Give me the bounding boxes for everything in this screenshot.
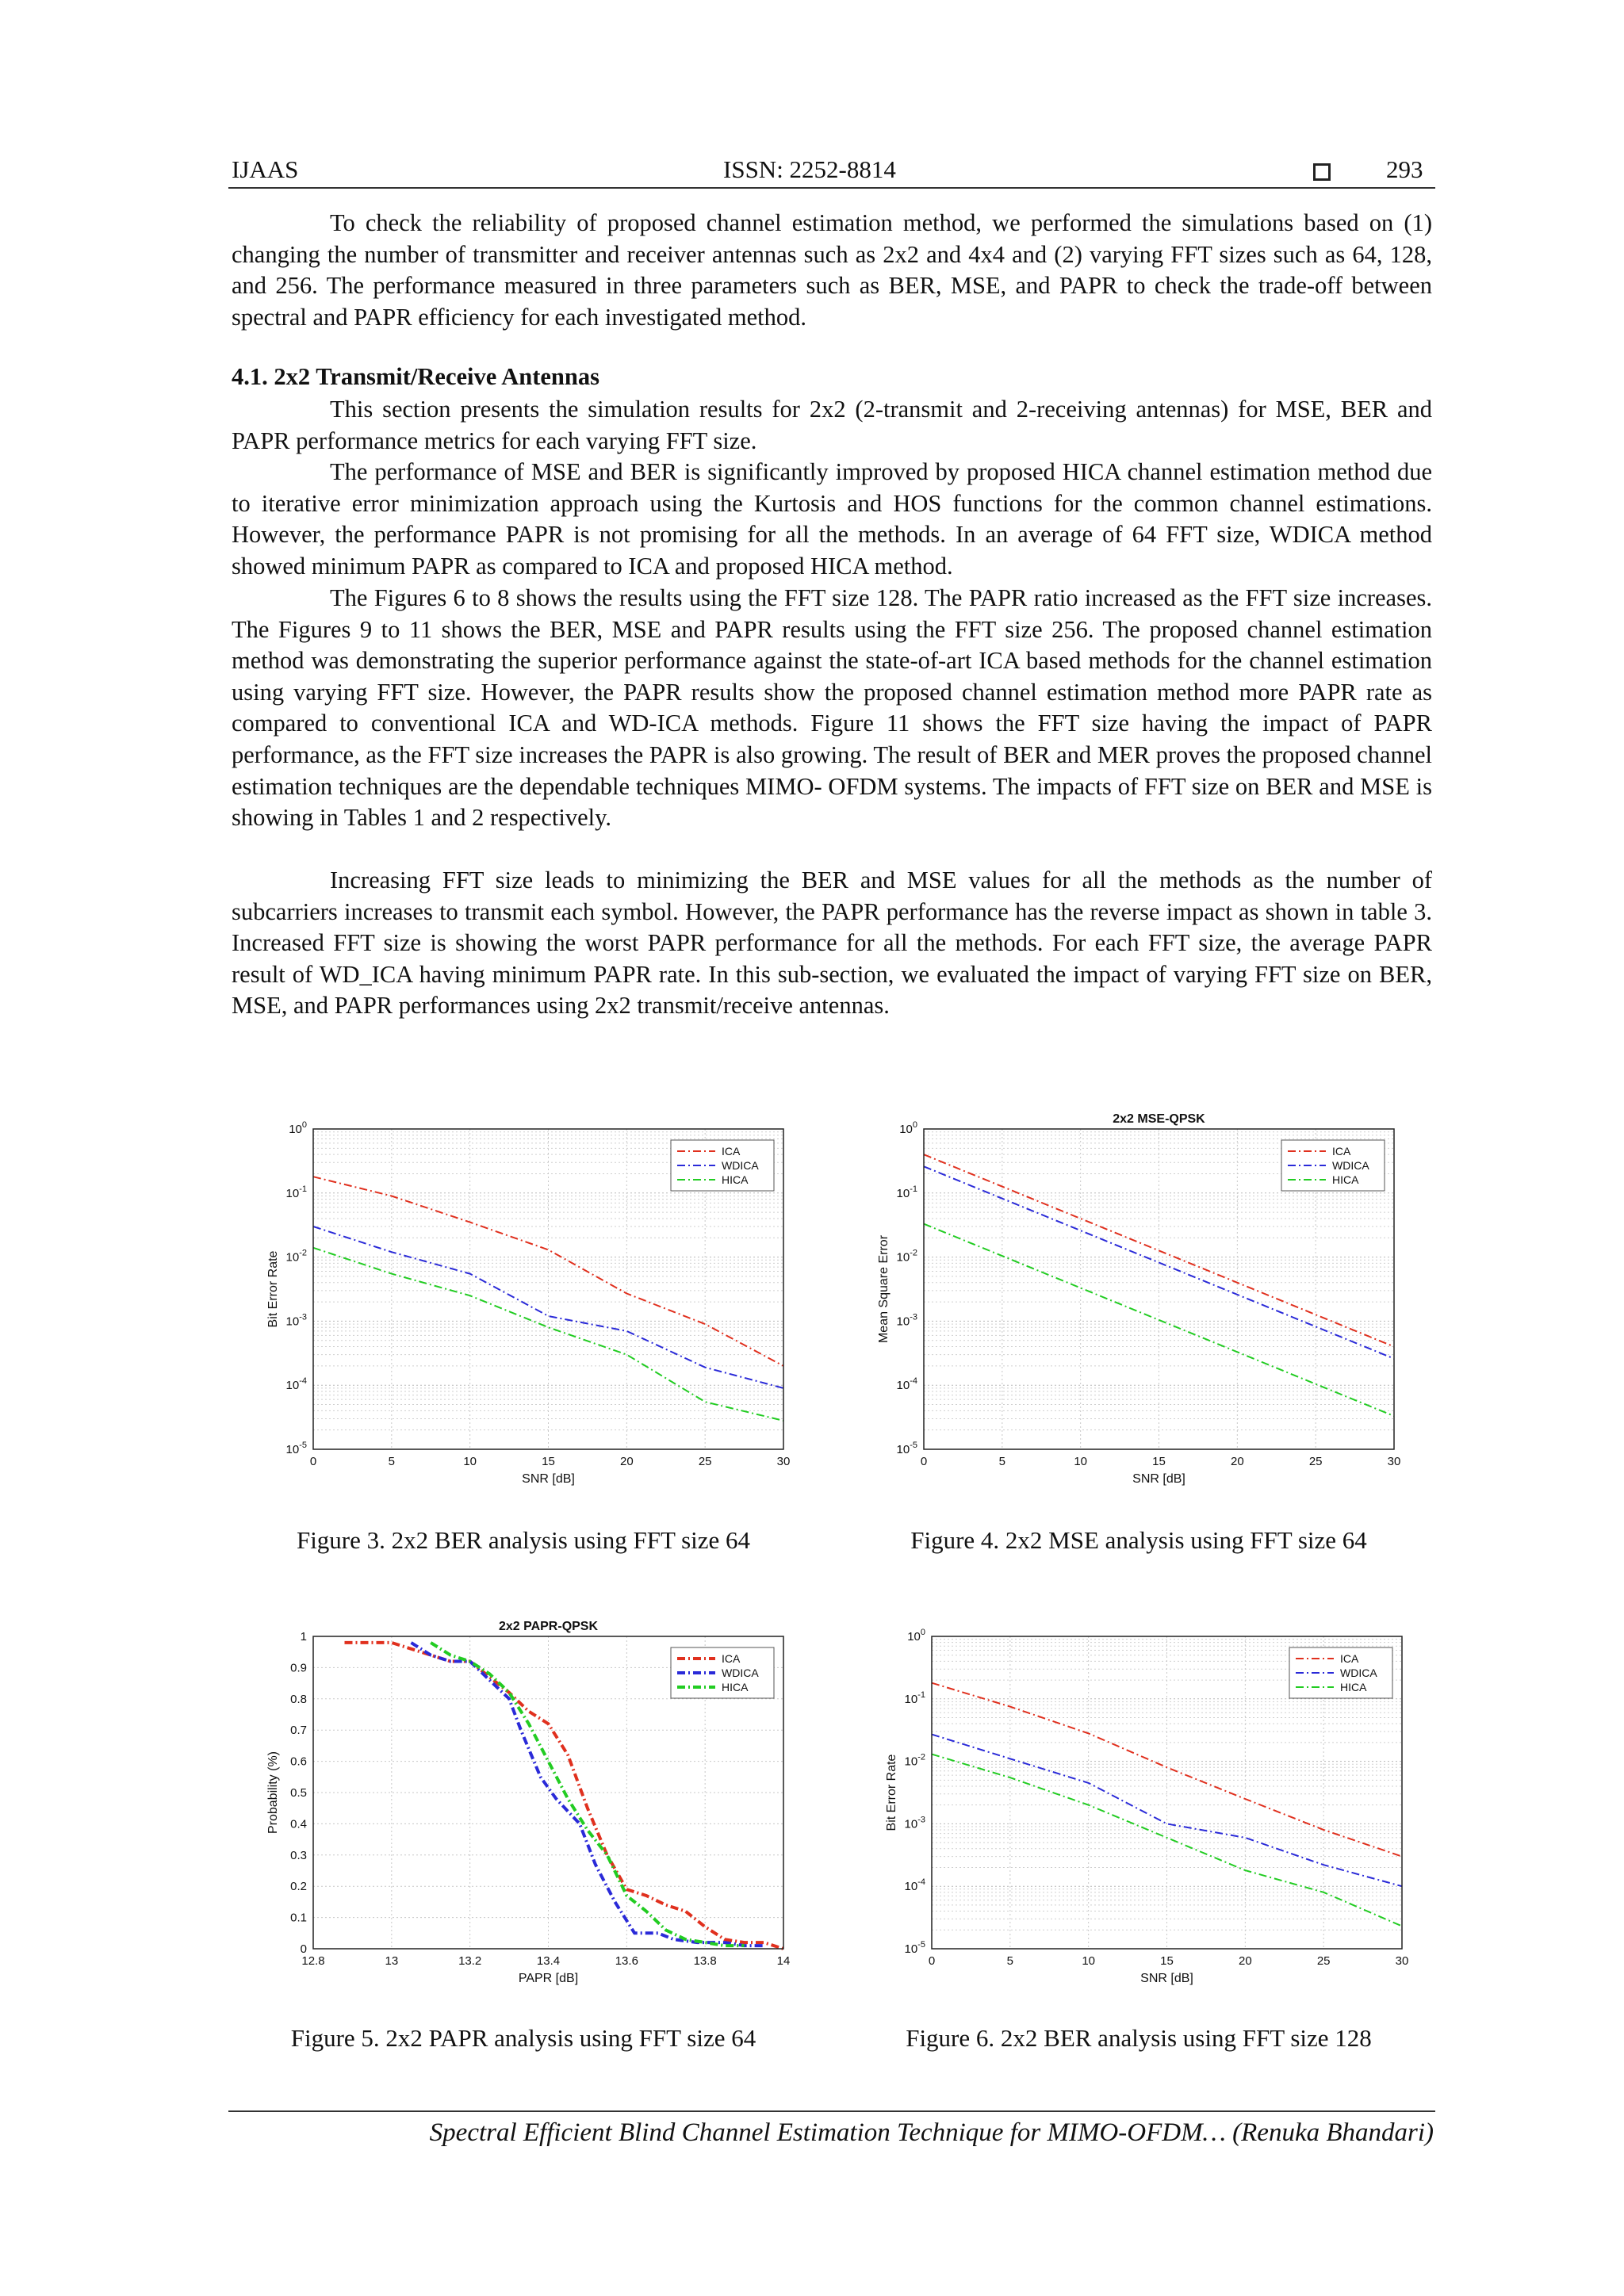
- x-tick-label: 13.8: [693, 1954, 717, 1968]
- y-tick-label: 1: [300, 1630, 307, 1644]
- x-tick-label: 10: [1074, 1455, 1088, 1468]
- x-tick-label: 30: [776, 1455, 791, 1468]
- y-tick-label: $10^{-2}$: [896, 1248, 917, 1265]
- y-tick-label: 0.3: [290, 1848, 307, 1862]
- issn: ISSN: 2252-8814: [723, 155, 896, 183]
- y-tick-label: $10^{-3}$: [896, 1312, 917, 1329]
- legend-label-hica: HICA: [722, 1681, 749, 1693]
- x-tick-label: 0: [928, 1954, 936, 1968]
- legend-label-ica: ICA: [1340, 1652, 1359, 1665]
- figure-5-chart: [254, 1609, 793, 1998]
- legend-label-ica: ICA: [1332, 1145, 1351, 1158]
- x-tick-label: 25: [698, 1455, 712, 1468]
- paragraph-4: The Figures 6 to 8 shows the results using the FFT size 128. The PAPR ratio increased as the FFT size increases. The Figures 9 to 11 shows the BER, MSE and PAPR results using the FFT size 256. The proposed channel estimation method was demonstrating the superior performance against the state-of-art ICA based methods for the channel estimation using varying FFT size. However, the PAPR results show the proposed channel estimation method more PAPR rate as compared to conventional ICA and WD-ICA methods. Figure 11 shows the FFT size having the impact of PAPR performance, as the FFT size increases the PAPR is also growing. The result of BER and MER proves the proposed channel estimation techniques are the dependable techniques MIMO- OFDM systems. The impacts of FFT size on BER and MSE is showing in Tables 1 and 2 respectively.: [232, 584, 1432, 832]
- figure-5-caption: Figure 5. 2x2 PAPR analysis using FFT size 64: [290, 2024, 756, 2052]
- y-axis-label: Bit Error Rate: [266, 1250, 280, 1328]
- y-tick-label: 0.5: [290, 1786, 307, 1800]
- chart-title: 2x2 PAPR-QPSK: [498, 1620, 599, 1633]
- y-tick-label: $10^{-5}$: [285, 1441, 307, 1456]
- x-tick-label: 15: [1160, 1954, 1174, 1968]
- page-box-icon: [1313, 155, 1331, 184]
- x-tick-label: 15: [542, 1455, 555, 1468]
- x-axis-label: PAPR [dB]: [518, 1972, 579, 1985]
- legend-label-hica: HICA: [1332, 1173, 1359, 1186]
- y-tick-label: 0.6: [290, 1755, 307, 1769]
- x-tick-label: 20: [1230, 1455, 1244, 1468]
- figure-6-chart: [872, 1609, 1411, 1998]
- legend-label-wdica: WDICA: [722, 1667, 759, 1679]
- y-tick-label: $10^{-1}$: [904, 1689, 925, 1706]
- legend-label-ica: ICA: [722, 1652, 741, 1665]
- y-tick-label: $10^0$: [289, 1120, 307, 1136]
- x-tick-label: 25: [1316, 1954, 1331, 1968]
- running-footer: Spectral Efficient Blind Channel Estimation Technique for MIMO-OFDM… (Renuka Bhandari): [429, 2118, 1434, 2147]
- x-tick-label: 13.2: [458, 1954, 482, 1968]
- x-tick-label: 5: [998, 1455, 1006, 1468]
- y-tick-label: $10^{-5}$: [904, 1940, 925, 1956]
- x-tick-label: 14: [776, 1954, 791, 1968]
- paragraph-1: To check the reliability of proposed channel estimation method, we performed the simulations based on (1) changing the number of transmitter and receiver antennas such as 2x2 and 4x4 and (2) varying FFT sizes such as 64, 128, and 256. The performance measured in three parameters such as BER, MSE, and PAPR to check the trade-off between spectral and PAPR efficiency for each investigated method.: [232, 209, 1432, 331]
- y-tick-label: 0.9: [290, 1661, 307, 1675]
- x-tick-label: 30: [1395, 1954, 1409, 1968]
- x-tick-label: 5: [1006, 1954, 1014, 1968]
- figure-6-caption: Figure 6. 2x2 BER analysis using FFT size 128: [906, 2024, 1372, 2052]
- x-tick-label: 10: [1082, 1954, 1096, 1968]
- footer-rule: [228, 2110, 1435, 2112]
- x-tick-label: 20: [619, 1455, 634, 1468]
- legend-label-wdica: WDICA: [1332, 1159, 1369, 1172]
- x-tick-label: 13.6: [615, 1954, 638, 1968]
- x-axis-label: SNR [dB]: [1132, 1472, 1185, 1486]
- legend-label-wdica: WDICA: [1340, 1667, 1377, 1679]
- y-tick-label: 0.1: [290, 1911, 307, 1925]
- y-tick-label: 0: [300, 1942, 307, 1956]
- y-axis-label: Probability (%): [266, 1751, 280, 1835]
- y-tick-label: $10^{-4}$: [896, 1376, 917, 1393]
- legend-label-hica: HICA: [1340, 1681, 1367, 1693]
- paragraph-5: Increasing FFT size leads to minimizing the BER and MSE values for all the methods as the number of subcarriers increases to transmit each symbol. However, the PAPR performance has the reverse impact as shown in table 3. Increased FFT size is showing the worst PAPR performance for all the methods. For each FFT size, the average PAPR result of WD_ICA having minimum PAPR rate. In this sub-section, we evaluated the impact of varying FFT size on BER, MSE, and PAPR performances using 2x2 transmit/receive antennas.: [232, 867, 1432, 1020]
- y-tick-label: $10^{-3}$: [285, 1312, 307, 1329]
- y-tick-label: 0.2: [290, 1880, 307, 1894]
- paragraph-2: This section presents the simulation results for 2x2 (2-transmit and 2-receiving antennas) for MSE, BER and PAPR performance metrics for each varying FFT size.: [232, 396, 1432, 454]
- x-tick-label: 30: [1387, 1455, 1401, 1468]
- x-tick-label: 13: [385, 1954, 399, 1968]
- y-tick-label: 0.4: [290, 1817, 307, 1831]
- y-tick-label: $10^{-2}$: [904, 1752, 925, 1769]
- y-tick-label: $10^{-3}$: [904, 1815, 925, 1831]
- x-tick-label: 20: [1238, 1954, 1252, 1968]
- chart-title: 2x2 MSE-QPSK: [1113, 1112, 1205, 1126]
- x-tick-label: 12.8: [301, 1954, 325, 1968]
- x-axis-label: SNR [dB]: [1140, 1972, 1193, 1985]
- section-heading: 4.1. 2x2 Transmit/Receive Antennas: [232, 363, 599, 390]
- paragraph-3: The performance of MSE and BER is significantly improved by proposed HICA channel estimation method due to iterative error minimization approach using the Kurtosis and HOS functions for the common channel estimations. However, the performance PAPR is not promising for all the methods. In an average of 64 FFT size, WDICA method showed minimum PAPR as compared to ICA and proposed HICA method.: [232, 458, 1432, 580]
- y-tick-label: 0.7: [290, 1724, 307, 1738]
- y-tick-label: $10^{-5}$: [896, 1441, 917, 1456]
- legend-label-ica: ICA: [722, 1145, 741, 1158]
- y-tick-label: $10^0$: [907, 1628, 925, 1644]
- x-axis-label: SNR [dB]: [522, 1472, 575, 1486]
- x-tick-label: 0: [920, 1455, 928, 1468]
- figure-3-caption: Figure 3. 2x2 BER analysis using FFT size 64: [296, 1526, 751, 1554]
- figure-4-chart: [864, 1102, 1404, 1498]
- header-rule: [228, 187, 1435, 189]
- y-axis-label: Bit Error Rate: [885, 1754, 898, 1831]
- journal-name: IJAAS: [232, 155, 299, 183]
- x-tick-label: 25: [1308, 1455, 1323, 1468]
- legend-label-wdica: WDICA: [722, 1159, 759, 1172]
- x-tick-label: 10: [463, 1455, 477, 1468]
- y-tick-label: $10^{-1}$: [896, 1184, 917, 1200]
- y-tick-label: $10^{-4}$: [904, 1877, 925, 1894]
- x-tick-label: 13.4: [536, 1954, 561, 1968]
- y-tick-label: $10^{-1}$: [285, 1184, 307, 1200]
- y-axis-label: Mean Square Error: [877, 1234, 891, 1344]
- y-tick-label: $10^{-4}$: [285, 1376, 307, 1393]
- x-tick-label: 0: [309, 1455, 317, 1468]
- figure-4-caption: Figure 4. 2x2 MSE analysis using FFT size 64: [910, 1526, 1367, 1554]
- y-tick-label: $10^0$: [899, 1120, 917, 1136]
- x-tick-label: 15: [1152, 1455, 1166, 1468]
- figure-3-chart: [254, 1102, 793, 1498]
- y-tick-label: 0.8: [290, 1692, 307, 1706]
- y-tick-label: $10^{-2}$: [285, 1248, 307, 1265]
- page-number: 293: [1386, 155, 1423, 183]
- legend-label-hica: HICA: [722, 1173, 749, 1186]
- x-tick-label: 5: [388, 1455, 396, 1468]
